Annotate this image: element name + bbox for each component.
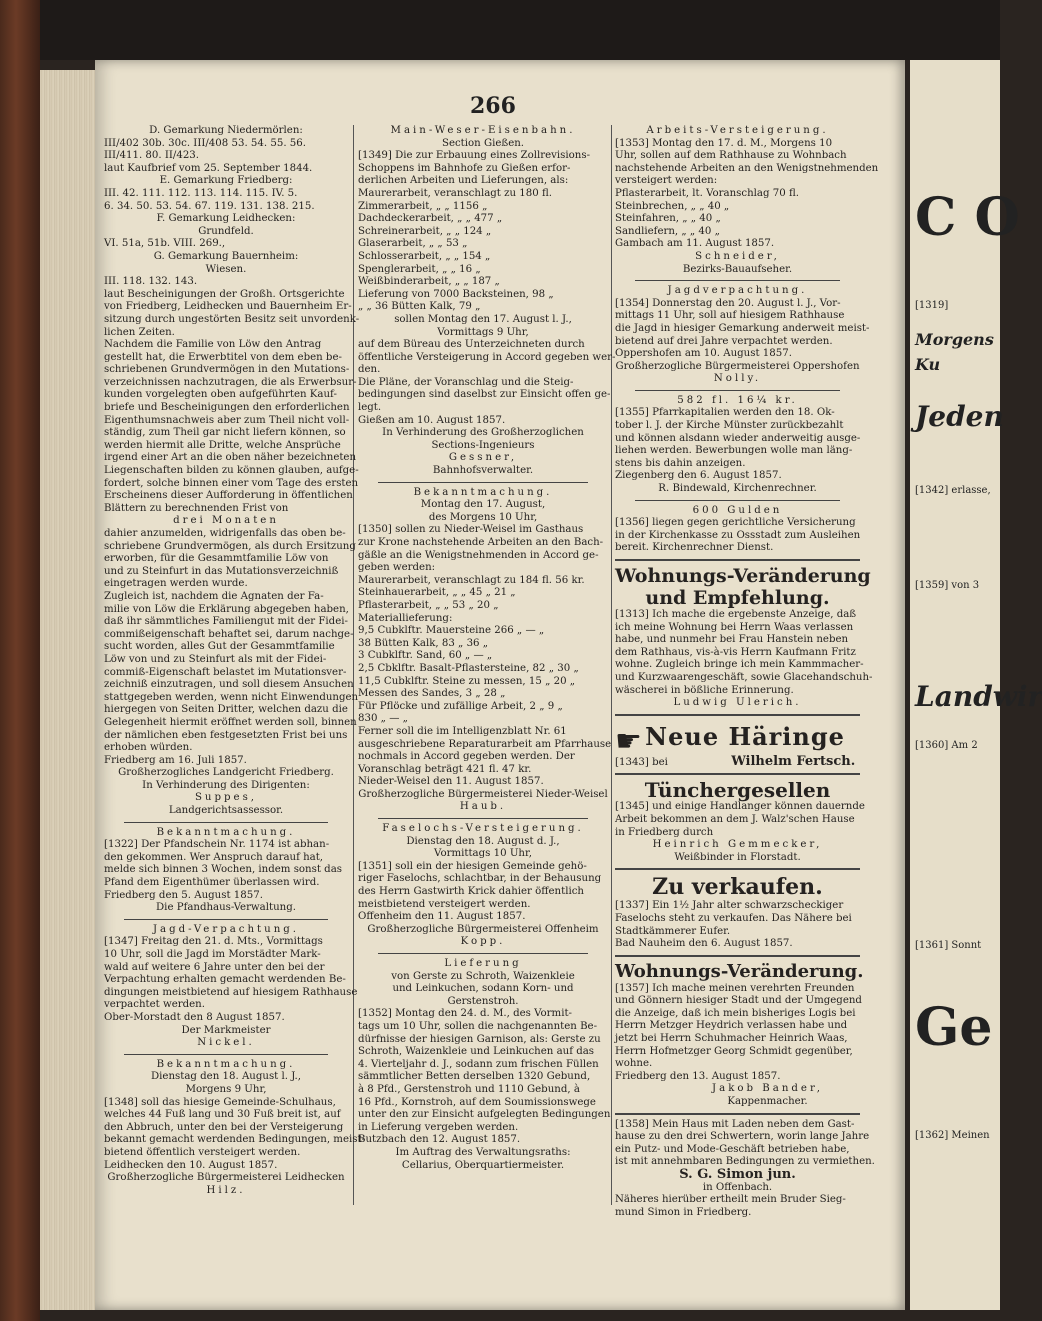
text-line: den.: [358, 364, 381, 376]
text-line: [1349] Die zur Erbauung eines Zollrevisions-: [358, 150, 591, 162]
text-line: tober l. J. der Kirche Münster zurückbezahlt: [615, 420, 844, 432]
text-line: [1353] Montag den 17. d. M., Morgens 10: [615, 137, 833, 149]
text-line: Haub.: [459, 801, 507, 813]
text-line: laut Kaufbrief vom 25. September 1844.: [104, 162, 313, 174]
text-line: sämmtlicher Betten derselben 1320 Gebund,: [358, 1071, 591, 1083]
text-line: [1351] soll ein der hiesigen Gemeinde gehö-: [358, 860, 587, 872]
text-line: Morgens 9 Uhr,: [185, 1083, 267, 1095]
text-line: [1358] Mein Haus mit Laden neben dem Gast-: [615, 1118, 855, 1130]
text-line: stattgegeben werden, wenn nicht Einwendungen: [104, 691, 359, 703]
text-line: Montag den 17. August,: [420, 499, 546, 511]
text-line: Großherzogliche Bürgermeisterei Leidhecken: [107, 1172, 345, 1184]
text-line: Landgerichtsassessor.: [168, 805, 284, 817]
column-divider: [353, 125, 354, 1205]
text-line: Leidhecken den 10. August 1857.: [104, 1159, 278, 1171]
divider: [635, 390, 840, 391]
text-line: derlichen Arbeiten und Lieferungen, als:: [358, 175, 569, 187]
text-line: schriebenen Grundvermögen in den Mutations-: [104, 364, 350, 376]
text-line: welches 44 Fuß lang und 30 Fuß breit ist, auf: [104, 1109, 341, 1121]
text-line: [1313] Ich mache die ergebenste Anzeige, daß: [615, 609, 857, 620]
facing-page-fragment: [1361] Sonnt: [915, 940, 982, 951]
text-line: den Abbruch, unter den bei der Versteigerung: [104, 1121, 344, 1133]
text-line: III/411. 80. II/423.: [104, 150, 200, 162]
text-line: Oppershofen am 10. August 1857.: [615, 348, 792, 360]
text-line: in der Kirchenkasse zu Ossstadt zum Ausleihen: [615, 529, 861, 541]
text-line: von Friedberg, Leidhecken und Bauernheim Er-: [104, 301, 352, 313]
column-1: [104, 125, 366, 1225]
ad-headline: Neue Häringe: [645, 721, 845, 751]
text-line: irgend einer Art an die oben näher bezeichneten: [104, 452, 357, 464]
text-line: tags um 10 Uhr, sollen die nachgenannten Be-: [358, 1020, 598, 1032]
text-line: Messen des Sandes, 3 „ 28 „: [358, 688, 506, 700]
column-divider: [611, 125, 612, 1205]
text-line: Schroth, Waizenkleie und Leinkuchen auf das: [358, 1046, 595, 1058]
text-line: commißeigenschaft behaftet sei, darum nachge-: [104, 628, 354, 640]
text-line: Nickel.: [197, 1037, 255, 1049]
pointing-hand-icon: ☛: [615, 723, 642, 759]
text-line: öffentliche Versteigerung in Accord gegeben wer-: [358, 351, 616, 363]
text-line: Liegenschaften bilden zu können glauben, aufge-: [104, 465, 359, 477]
text-line: Lieferung von 7000 Backsteinen, 98 „: [358, 288, 554, 300]
divider: [615, 1113, 860, 1115]
text-line: Suppes,: [194, 792, 258, 804]
text-line: sollen Montag den 17. August l. J.,: [394, 313, 572, 325]
text-line: Faselochs steht zu verkaufen. Das Nähere bei: [615, 912, 852, 924]
text-line: Wiesen.: [205, 263, 247, 275]
text-line: Friedberg am 16. Juli 1857.: [104, 754, 247, 766]
text-line: mittags 11 Uhr, soll auf hiesigem Rathhause: [615, 310, 845, 322]
divider: [615, 559, 860, 561]
text-line: den gekommen. Wer Anspruch darauf hat,: [104, 851, 324, 863]
text-line: eingetragen werden wurde.: [104, 578, 248, 590]
divider: [615, 714, 860, 716]
text-line: Schreinerarbeit, „ „ 124 „: [358, 225, 492, 237]
divider: [635, 280, 840, 281]
text-line: Schneider,: [695, 250, 780, 262]
text-line: ein Putz- und Mode-Geschäft betrieben habe,: [615, 1143, 850, 1155]
text-line: Friedberg den 5. August 1857.: [104, 889, 263, 901]
text-line: à 8 Pfd., Gerstenstroh und 1110 Gebund, à: [358, 1083, 580, 1095]
text-line: Bekanntmachung.: [413, 486, 553, 498]
text-line: III/402 30b. 30c. III/408 53. 54. 55. 56.: [104, 137, 307, 149]
text-line: Spenglerarbeit, „ „ 16 „: [358, 263, 481, 275]
facing-page-fragment: [1362] Meinen: [915, 1130, 990, 1141]
text-line: 4. Vierteljahr d. J., sodann zum frischen Füllen: [358, 1058, 599, 1070]
text-line: bedingungen sind daselbst zur Einsicht offen ge-: [358, 389, 611, 401]
text-line: [1352] Montag den 24. d. M., des Vormit-: [358, 1008, 572, 1020]
text-line: versteigert werden:: [615, 175, 718, 187]
text-line: VI. 51a, 51b. VIII. 269.,: [104, 238, 226, 250]
text-line: Faselochs-Versteigerung.: [382, 823, 584, 835]
text-line: [1357] Ich mache meinen verehrten Freunden: [615, 982, 855, 994]
text-line: Für Pflöcke und zufällige Arbeit, 2 „ 9 „: [358, 700, 563, 712]
text-line: Butzbach den 12. August 1857.: [358, 1134, 521, 1146]
text-line: Ziegenberg den 6. August 1857.: [615, 470, 782, 482]
text-line: Jagdverpachtung.: [667, 285, 808, 297]
text-line: F. Gemarkung Leidhecken:: [156, 213, 296, 225]
text-line: wohne. Zugleich bringe ich mein Kammmacher-: [615, 659, 864, 671]
text-line: Nolly.: [713, 373, 762, 385]
text-line: ständig, zum Theil gar nicht liefern können, so: [104, 427, 346, 439]
text-line: lichen Zeiten.: [104, 326, 175, 338]
text-line: erworben, für die Gesammtfamilie Löw von: [104, 553, 329, 565]
text-line: Maurerarbeit, veranschlagt zu 180 fl.: [358, 187, 553, 199]
divider: [615, 868, 860, 870]
text-line: Gambach am 11. August 1857.: [615, 238, 775, 250]
facing-page-fragment: [1360] Am 2: [915, 740, 978, 751]
ad-ref: [1343] bei: [615, 756, 668, 768]
text-line: Bad Nauheim den 6. August 1857.: [615, 938, 793, 950]
text-line: Arbeits-Versteigerung.: [646, 125, 829, 136]
text-line: von Gerste zu Schroth, Waizenkleie: [391, 970, 575, 982]
text-line: Maurerarbeit, veranschlagt zu 184 fl. 56 kr.: [358, 574, 585, 586]
text-line: Vormittags 10 Uhr,: [434, 848, 532, 860]
ad-tail: Näheres hierüber ertheilt mein Bruder Sieg-: [615, 1194, 846, 1206]
text-line: Materiallieferung:: [358, 612, 453, 624]
text-line: Pfand dem Eigenthümer überlassen wird.: [104, 877, 320, 889]
text-line: 9,5 Cubklftr. Mauersteine 266 „ — „: [358, 625, 545, 637]
text-line: Vormittags 9 Uhr,: [437, 326, 529, 338]
text-line: habe, und nunmehr bei Frau Hanstein neben: [615, 634, 849, 646]
text-line: Herrn Metzger Heydrich verlassen habe und: [615, 1020, 848, 1032]
text-line: Großherzogliche Bürgermeisterei Oppershofen: [615, 360, 860, 372]
text-line: schriebene Grundvermögen, als durch Ersitzung: [104, 540, 356, 552]
text-line: 16 Pfd., Kornstroh, auf dem Soumissionswege: [358, 1096, 596, 1108]
text-line: und Leinkuchen, sodann Korn- und: [392, 983, 574, 995]
column-3: [615, 125, 879, 1218]
divider: [635, 500, 840, 501]
facing-page-fragment: Ku: [915, 355, 941, 374]
text-line: liehen werden. Bewerbungen wolle man läng-: [615, 445, 853, 457]
text-line: Offenheim den 11. August 1857.: [358, 911, 526, 923]
text-line: melde sich binnen 3 Wochen, indem sonst das: [104, 864, 342, 876]
ad-body: [615, 900, 860, 950]
text-line: Sandliefern, „ „ 40 „: [615, 225, 720, 237]
text-line: wald auf weitere 6 Jahre unter den bei der: [104, 961, 325, 973]
text-line: drei Monaten: [173, 515, 279, 527]
text-line: auf dem Büreau des Unterzeichneten durch: [358, 339, 585, 351]
text-line: [1350] sollen zu Nieder-Weisel im Gasthaus: [358, 524, 584, 536]
text-line: gäßle an die Wenigstnehmenden in Accord ge-: [358, 549, 599, 561]
text-line: jetzt bei Herrn Schuhmacher Heinrich Waas,: [615, 1033, 848, 1045]
text-line: Löw von und zu Steinfurt als mit der Fidei-: [104, 653, 327, 665]
text-line: Gessner,: [448, 452, 518, 464]
text-line: legt.: [358, 402, 382, 414]
text-line: Cellarius, Oberquartiermeister.: [401, 1159, 565, 1171]
text-line: die Jagd in hiesiger Gemarkung anderweit meist-: [615, 322, 870, 334]
text-line: Kopp.: [460, 936, 506, 948]
text-line: nachstehende Arbeiten an den Wenigstnehmenden: [615, 162, 879, 174]
text-line: Weißbinderarbeit, „ „ 187 „: [358, 276, 500, 288]
text-line: der nämlichen eben festgesetzten Frist bei uns: [104, 729, 348, 741]
ad-body: [615, 609, 873, 697]
ad-subtitle: und Empfehlung.: [645, 587, 830, 609]
text-line: In Verhinderung des Großherzoglichen: [382, 427, 584, 439]
divider: [378, 482, 588, 483]
text-line: R. Bindewald, Kirchenrechner.: [658, 483, 817, 495]
text-line: III. 42. 111. 112. 113. 114. 115. IV. 5.: [104, 187, 298, 199]
text-line: „ „ 36 Bütten Kalk, 79 „: [358, 301, 481, 313]
text-line: Nieder-Weisel den 11. August 1857.: [358, 776, 544, 788]
text-line: Die Pfandhaus-Verwaltung.: [156, 902, 296, 914]
text-line: Uhr, sollen auf dem Rathhause zu Wohnbach: [615, 150, 847, 162]
text-line: werden hiermit alle Dritte, welche Ansprüche: [104, 439, 341, 451]
ad-signature: Jakob Bander,: [712, 1083, 823, 1095]
text-line: Hilz.: [206, 1184, 246, 1196]
facing-page-text: [915, 150, 1042, 1300]
divider: [124, 919, 328, 920]
text-line: Dienstag den 18. August l. J.,: [150, 1071, 302, 1083]
column-2: [358, 125, 616, 1205]
text-line: Arbeit bekommen an dem J. Walz'schen Hause: [615, 813, 855, 825]
facing-page-fragment: C O: [915, 187, 1020, 248]
text-line: E. Gemarkung Friedberg:: [159, 175, 293, 187]
text-line: Verpachtung erhalten gemacht werdenden Be-: [104, 974, 346, 986]
text-line: Voranschlag beträgt 421 fl. 47 kr.: [358, 763, 532, 775]
text-line: und Kurzwaarengeschäft, sowie Glacehandschuh-: [615, 671, 873, 683]
text-line: und Gönnern hiesiger Stadt und der Umgegend: [615, 995, 862, 1007]
text-line: Steinhauerarbeit, „ „ 45 „ 21 „: [358, 587, 516, 599]
text-line: verpachtet werden.: [104, 999, 205, 1011]
ad-body: [615, 1118, 875, 1169]
text-line: Bezirks-Bauaufseher.: [682, 263, 793, 275]
text-line: Main-Weser-Eisenbahn.: [390, 125, 576, 136]
text-line: Pflasterarbeit, „ „ 53 „ 20 „: [358, 599, 499, 611]
text-line: kunden vorgelegten oben aufgeführten Kauf-: [104, 389, 337, 401]
text-line: Dachdeckerarbeit, „ „ 477 „: [358, 213, 503, 225]
text-line: Bekanntmachung.: [156, 1058, 296, 1070]
text-line: sucht worden, alles Gut der Gesammtfamilie: [104, 641, 335, 653]
ad-body: [615, 983, 860, 1084]
text-line: Die Pläne, der Voranschlag und die Steig-: [358, 376, 574, 388]
ad-headline: Wohnungs-Veränderung.: [615, 960, 864, 982]
text-line: bietend öffentlich versteigert werden.: [104, 1146, 301, 1158]
text-line: ist mit annehmbaren Bedingungen zu vermiethen.: [615, 1156, 875, 1168]
ad-headline: Tünchergesellen: [644, 778, 831, 803]
text-line: wäscherei in bößliche Erinnerung.: [615, 684, 794, 696]
ad-place: in Offenbach.: [702, 1181, 773, 1193]
text-line: zur Krone nachstehende Arbeiten an den Bach-: [358, 537, 604, 548]
text-line: Gerstenstroh.: [447, 995, 519, 1007]
facing-page-fragment: [1342] erlasse,: [915, 485, 991, 496]
text-line: Friedberg den 13. August 1857.: [615, 1070, 781, 1082]
ad-seller: Wilhelm Fertsch.: [731, 753, 856, 769]
text-line: Gießen am 10. August 1857.: [358, 414, 506, 426]
page-edges: [40, 70, 100, 1310]
text-line: Blättern zu berechnenden Frist von: [104, 502, 289, 514]
text-line: briefe und Bescheinigungen den erforderlichen: [104, 402, 350, 414]
text-line: gestellt hat, die Erwerbtitel von dem eben be-: [104, 351, 342, 363]
text-line: 3 Cubklftr. Sand, 60 „ — „: [358, 650, 493, 662]
ad-signature: Heinrich Gemmecker,: [652, 839, 823, 851]
divider: [378, 818, 588, 819]
text-line: [1354] Donnerstag den 20. August l. J., Vor-: [615, 297, 841, 309]
text-line: 582 fl. 16¼ kr.: [677, 394, 798, 406]
text-line: Steinfahren, „ „ 40 „: [615, 213, 721, 225]
text-line: In Verhinderung des Dirigenten:: [142, 779, 310, 791]
text-line: stens bis dahin anzeigen.: [615, 457, 746, 469]
divider: [615, 955, 860, 957]
facing-page-fragment: Landwir: [915, 680, 1042, 713]
text-line: erhoben würden.: [104, 742, 193, 754]
text-line: Grundfeld.: [198, 225, 254, 237]
text-line: [1322] Der Pfandschein Nr. 1174 ist abhan-: [104, 839, 330, 851]
text-line: wohne.: [615, 1058, 653, 1070]
ad-headline: Zu verkaufen.: [652, 874, 823, 901]
text-line: des Morgens 10 Uhr,: [428, 511, 538, 523]
text-line: Stadtkämmerer Eufer.: [615, 925, 731, 937]
text-line: daß ihr sämmtliches Familiengut mit der Fidei-: [104, 616, 348, 628]
text-line: und können alsdann wieder anderweitig ausge-: [615, 432, 861, 444]
text-line: laut Bescheinigungen der Großh. Ortsgerichte: [104, 288, 345, 300]
text-line: 11,5 Cubklftr. Steine zu messen, 15 „ 20 „: [358, 675, 576, 687]
text-line: die Anzeige, daß ich mein bisheriges Logis bei: [615, 1007, 856, 1019]
text-line: 600 Gulden: [692, 504, 783, 516]
text-line: verzeichnissen nachzutragen, die als Erwerbsur-: [104, 376, 357, 388]
ad-ref-line: [615, 753, 860, 770]
text-line: 2,5 Cbklftr. Basalt-Pflastersteine, 82 „ 30 „: [358, 662, 579, 674]
text-line: [1348] soll das hiesige Gemeinde-Schulhaus,: [104, 1096, 336, 1108]
text-line: D. Gemarkung Niedermörlen:: [149, 125, 303, 136]
text-line: Pflasterarbeit, lt. Voranschlag 70 fl.: [615, 187, 799, 199]
text-line: dahier anzumelden, widrigenfalls das oben be-: [104, 528, 346, 539]
text-line: Herrn Hofmetzger Georg Schmidt gegenüber,: [615, 1045, 853, 1057]
text-line: Dienstag den 18. August d. J.,: [406, 835, 560, 847]
text-line: fordert, solche binnen einer vom Tage des ersten: [104, 477, 359, 489]
text-line: Lieferung: [444, 958, 522, 969]
text-line: Ferner soll die im Intelligenzblatt Nr. 61: [358, 725, 567, 737]
text-line: Der Markmeister: [181, 1024, 271, 1036]
text-line: und zu Steinfurt in das Mutationsverzeichniß: [104, 565, 339, 577]
text-line: ich meine Wohnung bei Herrn Waas verlassen: [615, 621, 854, 633]
text-line: Ober-Morstadt den 8 August 1857.: [104, 1011, 285, 1023]
text-line: des Herrn Gastwirth Krick dahier öffentlich: [358, 886, 584, 898]
text-line: zeichniß einzutragen, und soll diesem Ansuchen: [104, 679, 354, 691]
text-line: [1356] liegen gegen gerichtliche Versicherung: [615, 517, 856, 529]
text-line: commiß-Eigenschaft belastet im Mutationsver-: [104, 666, 347, 678]
text-line: Erscheinens dieser Aufforderung in öffentlichen: [104, 490, 353, 502]
text-line: Bekanntmachung.: [156, 826, 296, 838]
text-line: III. 118. 132. 143.: [104, 276, 198, 288]
page-number: 266: [470, 93, 516, 119]
text-line: Eigenthumsnachweis aber zum Theil nicht voll-: [104, 414, 350, 426]
haringe-ad: [615, 720, 860, 759]
text-line: riger Faselochs, schlachtbar, in der Behausung: [358, 873, 602, 885]
text-line: sitzung durch ungestörten Besitz seit unvordenk-: [104, 313, 360, 325]
facing-page-fragment: Morgens: [915, 330, 994, 349]
facing-page-fragment: Jeden: [915, 400, 1004, 433]
text-line: ausgeschriebene Reparaturarbeit am Pfarrhause: [358, 738, 612, 750]
text-line: Großherzogliche Bürgermeisterei Nieder-Weisel: [358, 788, 608, 800]
text-line: [1345] und einige Handlanger können dauernde: [615, 801, 865, 813]
text-line: bietend auf drei Jahre verpachtet werden.: [615, 335, 833, 347]
text-line: geben werden:: [358, 562, 436, 574]
ad-signature-title: Weißbinder in Florstadt.: [674, 851, 801, 863]
ad-title: Wohnungs-Veränderung: [615, 565, 871, 587]
divider: [124, 822, 328, 823]
ad-signature-title: Kappenmacher.: [727, 1096, 808, 1108]
text-line: Bahnhofsverwalter.: [432, 465, 534, 477]
text-line: in Friedberg durch: [615, 826, 714, 838]
text-line: Jagd-Verpachtung.: [152, 923, 300, 935]
ad-signature: Ludwig Ulerich.: [673, 697, 802, 709]
text-line: G. Gemarkung Bauernheim:: [153, 250, 299, 262]
text-line: nochmals in Accord gegeben werden. Der: [358, 751, 575, 763]
text-line: in Lieferung vergeben werden.: [358, 1121, 519, 1133]
text-line: Schlosserarbeit, „ „ 154 „: [358, 250, 491, 262]
divider: [124, 1054, 328, 1055]
divider: [378, 953, 588, 954]
text-line: [1337] Ein 1½ Jahr alter schwarzscheckiger: [615, 900, 844, 912]
book-binding: [0, 0, 40, 1321]
text-line: Zugleich ist, nachdem die Agnaten der Fa-: [104, 590, 324, 602]
text-line: 6. 34. 50. 53. 54. 67. 119. 131. 138. 215.: [104, 200, 315, 212]
background-strip: [0, 0, 1000, 60]
column-3-notices: [615, 125, 879, 555]
text-line: [1355] Pfarrkapitalien werden den 18. Ok-: [615, 407, 835, 419]
text-line: Schoppens im Bahnhofe zu Gießen erfor-: [358, 162, 571, 174]
text-line: milie von Löw die Erklärung abgegeben haben,: [104, 603, 349, 615]
text-line: [1347] Freitag den 21. d. Mts., Vormittags: [104, 936, 323, 948]
text-line: Großherzogliches Landgericht Friedberg.: [118, 767, 334, 779]
text-line: Großherzogliche Bürgermeisterei Offenheim: [367, 923, 599, 935]
facing-page-fragment: Ge: [915, 997, 993, 1058]
text-line: Sections-Ingenieurs: [431, 439, 535, 451]
facing-page-fragment: [1359] von 3: [915, 580, 980, 591]
text-line: bekannt gemacht werdenden Bedingungen, meist-: [104, 1134, 366, 1146]
text-line: Steinbrechen, „ „ 40 „: [615, 200, 730, 212]
facing-page-fragment: [1319]: [915, 300, 949, 311]
text-line: hiergegen von Seiten Dritter, welchen dazu die: [104, 704, 348, 716]
text-line: 830 „ — „: [358, 713, 408, 725]
text-line: Zimmerarbeit, „ „ 1156 „: [358, 200, 488, 212]
text-line: bereit. Kirchenrechner Dienst.: [615, 542, 774, 554]
text-line: Nachdem die Familie von Löw den Antrag: [104, 339, 322, 351]
divider: [615, 773, 860, 775]
text-line: dürfnisse der hiesigen Garnison, als: Gerste zu: [358, 1033, 601, 1045]
text-line: Im Auftrag des Verwaltungsraths:: [395, 1146, 571, 1158]
text-line: Gelegenheit hiermit eröffnet werden soll, binnen: [104, 716, 357, 728]
text-line: 10 Uhr, soll die Jagd im Morstädter Mark-: [104, 949, 321, 960]
text-line: hause zu den drei Schwertern, worin lange Jahre: [615, 1131, 870, 1143]
text-line: meistbietend versteigert werden.: [358, 898, 531, 910]
ad-name: S. G. Simon jun.: [679, 1167, 796, 1182]
text-line: dem Rathhaus, vis-à-vis Herrn Kaufmann Fritz: [615, 646, 856, 658]
text-line: 38 Bütten Kalk, 83 „ 36 „: [358, 637, 489, 649]
text-line: dingungen meistbietend auf hiesigem Rathhause: [104, 986, 358, 998]
text-line: unter den zur Einsicht aufgelegten Bedingungen: [358, 1109, 611, 1121]
ad-body: [615, 801, 865, 839]
text-line: Section Gießen.: [441, 137, 525, 149]
text-line: Glaserarbeit, „ „ 53 „: [358, 238, 468, 250]
ad-tail: mund Simon in Friedberg.: [615, 1206, 752, 1218]
